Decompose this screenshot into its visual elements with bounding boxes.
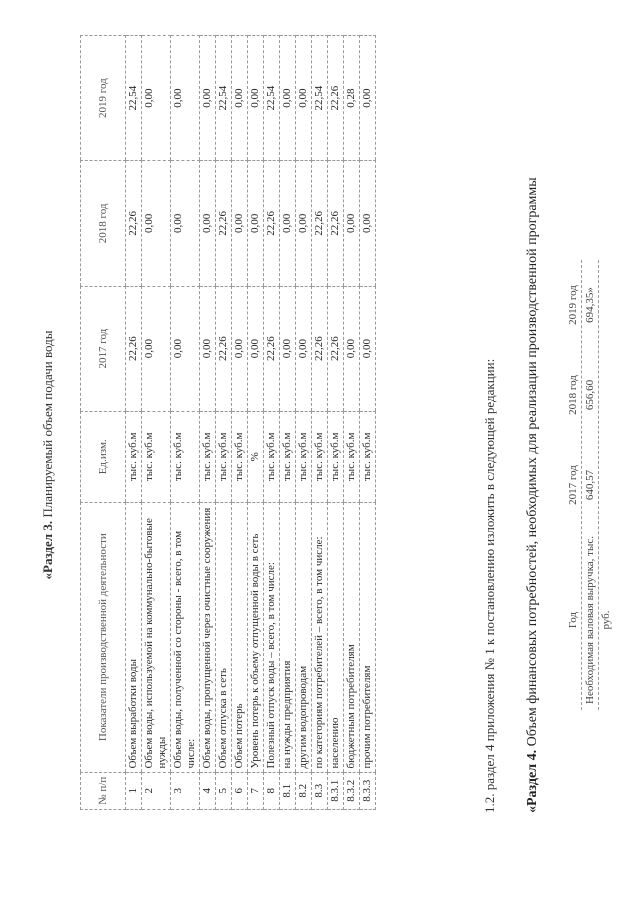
row-value-2018: 0,00	[248, 161, 264, 286]
row-value-2019: 22,54	[264, 36, 280, 161]
row-unit: тыс. куб.м	[216, 411, 232, 502]
row-value-2017: 22,26	[216, 286, 232, 411]
row-num: 3	[171, 772, 200, 809]
row-value-2017: 22,26	[264, 286, 280, 411]
section-3-heading	[40, 125, 56, 785]
row-indicator: Объем потерь	[232, 502, 248, 772]
header-2017: 2017 год	[81, 286, 126, 411]
table-row	[126, 36, 142, 810]
row-value-2019: 0,00	[280, 36, 296, 161]
row-value-2018: 22,26	[312, 161, 328, 286]
row-value-2018: 0,00	[171, 161, 200, 286]
row-value-2018: 0,00	[344, 161, 360, 286]
row-value-2017: 0,00	[248, 286, 264, 411]
row-indicator: прочим потребителям	[360, 502, 376, 772]
financial-needs-table	[565, 260, 612, 710]
financial-header-2017: 2017 год	[567, 465, 579, 505]
row-indicator: другим водопроводам	[296, 502, 312, 772]
table-row	[328, 36, 344, 810]
row-value-2017: 0,00	[360, 286, 376, 411]
row-value-2017: 0,00	[296, 286, 312, 411]
row-indicator: на нужды предприятия	[280, 502, 296, 772]
row-num: 8.3.3	[360, 772, 376, 809]
table-row	[312, 36, 328, 810]
water-volume-table-container	[80, 35, 376, 810]
row-indicator: Объем отпуска в сеть	[216, 502, 232, 772]
financial-header-label: Год	[567, 611, 579, 629]
row-value-2017: 0,00	[142, 286, 171, 411]
row-value-2019: 0,00	[232, 36, 248, 161]
financial-value-2018: 656,60	[584, 379, 596, 411]
header-2018: 2018 год	[81, 161, 126, 286]
row-unit: тыс. куб.м	[142, 411, 171, 502]
section-3-title-text: Планируемый объем подачи воды	[40, 330, 55, 521]
row-value-2019: 0,00	[296, 36, 312, 161]
row-unit: тыс. куб.м	[232, 411, 248, 502]
row-indicator: бюджетным потребителям	[344, 502, 360, 772]
table-row	[171, 36, 200, 810]
row-num: 8.3.2	[344, 772, 360, 809]
table-row	[232, 36, 248, 810]
row-value-2017: 0,00	[200, 286, 216, 411]
row-value-2019: 22,54	[216, 36, 232, 161]
table-row	[360, 36, 376, 810]
header-indicator: Показатели производственной деятельности	[81, 502, 126, 772]
table-row	[200, 36, 216, 810]
row-indicator: по категориям потребителей – всего, в том числе:	[312, 502, 328, 772]
row-value-2018: 0,00	[232, 161, 248, 286]
row-indicator: Объем воды, используемой на коммунально-бытовые нужды	[142, 502, 171, 772]
row-value-2018: 22,26	[264, 161, 280, 286]
row-indicator: Объем воды, полученной со стороны - всего, в том числе:	[171, 502, 200, 772]
table-row	[344, 36, 360, 810]
row-value-2018: 0,00	[360, 161, 376, 286]
section-4-title-text: Объем финансовых потребностей, необходимых для реализации производственной программы	[525, 177, 540, 750]
row-unit: %	[248, 411, 264, 502]
row-value-2019: 0,28	[344, 36, 360, 161]
table-row	[296, 36, 312, 810]
financial-row-label: Необходимая валовая выручка, тыс. руб.	[584, 536, 612, 704]
financial-table-row	[582, 260, 612, 710]
row-indicator: населению	[328, 502, 344, 772]
row-num: 8.3	[312, 772, 328, 809]
row-num: 6	[232, 772, 248, 809]
row-value-2019: 22,26	[328, 36, 344, 161]
row-num: 7	[248, 772, 264, 809]
row-unit: тыс. куб.м	[280, 411, 296, 502]
row-value-2017: 0,00	[280, 286, 296, 411]
row-num: 2	[142, 772, 171, 809]
row-value-2019: 0,00	[171, 36, 200, 161]
row-indicator: Объем выработки воды	[126, 502, 142, 772]
row-unit: тыс. куб.м	[296, 411, 312, 502]
row-value-2019: 22,54	[312, 36, 328, 161]
table-row	[248, 36, 264, 810]
financial-table-header-row	[565, 260, 582, 710]
row-unit: тыс. куб.м	[171, 411, 200, 502]
table-row	[280, 36, 296, 810]
row-num: 8.3.1	[328, 772, 344, 809]
row-value-2017: 22,26	[328, 286, 344, 411]
row-unit: тыс. куб.м	[360, 411, 376, 502]
section-4-title-bold: «Раздел 4.	[525, 749, 540, 813]
row-value-2019: 22,54	[126, 36, 142, 161]
financial-value-2019: 694,35»	[584, 287, 596, 323]
header-unit: Ед.изм.	[81, 411, 126, 502]
header-num: № п/п	[81, 772, 126, 809]
row-value-2018: 0,00	[280, 161, 296, 286]
header-2019: 2019 год	[81, 36, 126, 161]
row-value-2019: 0,00	[248, 36, 264, 161]
financial-value-2017: 640,57	[584, 469, 596, 501]
row-value-2019: 0,00	[142, 36, 171, 161]
row-unit: тыс. куб.м	[200, 411, 216, 502]
table-header-row	[81, 36, 126, 810]
row-value-2017: 0,00	[232, 286, 248, 411]
row-value-2017: 22,26	[312, 286, 328, 411]
row-num: 4	[200, 772, 216, 809]
row-value-2018: 22,26	[216, 161, 232, 286]
row-unit: тыс. куб.м	[126, 411, 142, 502]
row-indicator: Полезный отпуск воды – всего, в том числе:	[264, 502, 280, 772]
row-value-2018: 0,00	[200, 161, 216, 286]
row-value-2018: 22,26	[328, 161, 344, 286]
table-row	[216, 36, 232, 810]
row-value-2019: 0,00	[360, 36, 376, 161]
row-num: 8.1	[280, 772, 296, 809]
row-unit: тыс. куб.м	[344, 411, 360, 502]
row-unit: тыс. куб.м	[312, 411, 328, 502]
row-value-2019: 0,00	[200, 36, 216, 161]
row-num: 1	[126, 772, 142, 809]
row-value-2018: 0,00	[296, 161, 312, 286]
row-value-2018: 0,00	[142, 161, 171, 286]
row-unit: тыс. куб.м	[264, 411, 280, 502]
row-indicator: Уровень потерь к объему отпущенной воды в сеть	[248, 502, 264, 772]
table-row	[142, 36, 171, 810]
amendment-note-1-2: 1.2. раздел 4 приложения № 1 к постановлению изложить в следующей редакции:	[482, 358, 497, 813]
water-volume-table-body	[126, 36, 376, 810]
row-num: 5	[216, 772, 232, 809]
row-value-2017: 22,26	[126, 286, 142, 411]
row-indicator: Объем воды, пропущенной через очистные сооружения	[200, 502, 216, 772]
row-value-2017: 0,00	[344, 286, 360, 411]
row-num: 8.2	[296, 772, 312, 809]
row-num: 8	[264, 772, 280, 809]
row-value-2017: 0,00	[171, 286, 200, 411]
row-unit: тыс. куб.м	[328, 411, 344, 502]
table-row	[264, 36, 280, 810]
row-value-2018: 22,26	[126, 161, 142, 286]
water-volume-table	[80, 35, 376, 810]
section-4-heading	[525, 177, 541, 813]
section-3-title-bold: «Раздел 3.	[40, 520, 55, 580]
financial-header-2019: 2019 год	[567, 285, 579, 325]
financial-header-2018: 2018 год	[567, 375, 579, 415]
